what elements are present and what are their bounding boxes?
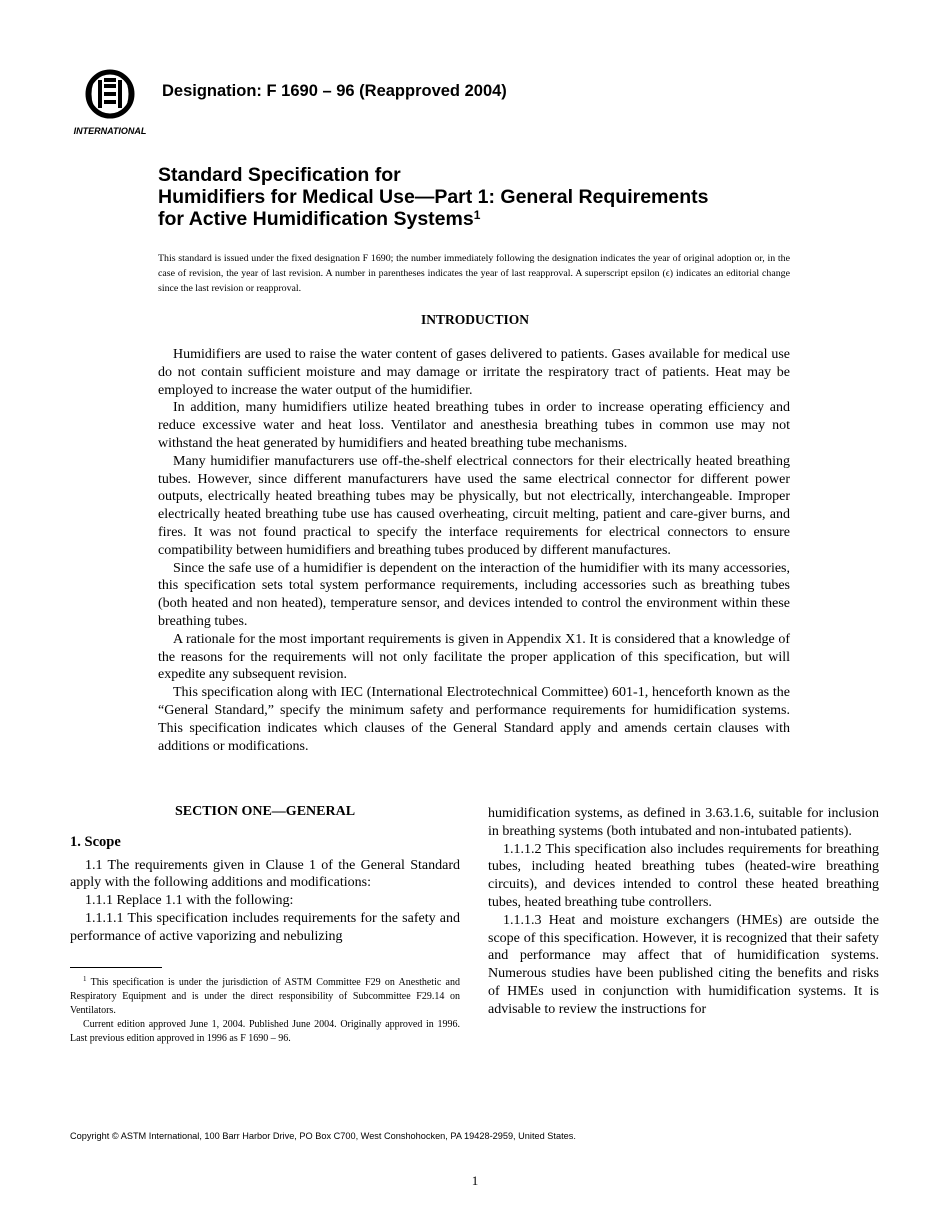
title-line-2: Humidifiers for Medical Use—Part 1: General Requirements [158, 186, 709, 208]
copyright: Copyright © ASTM International, 100 Barr Harbor Drive, PO Box C700, West Conshohocken, PA 19428-2959, United States. [70, 1131, 576, 1141]
section-heading: SECTION ONE—GENERAL [174, 804, 356, 819]
document-title [158, 164, 818, 230]
intro-paragraph: Many humidifier manufacturers use off-the-shelf electrical connectors for their electrically heated breathing tubes. However, since different manufacturers have used the same electrical connector for different power outputs, electrically heated breathing tubes may be physically, but not electrically, interchangeable. Improper electrically heated breathing tube use has caused overheating, circuit melting, patient and care-giver burns, and fires. It was not found practical to specify the interface requirements for electrical connectors to ensure compatibility between humidifiers and breathing tubes produced by different manufactures. [158, 453, 790, 558]
title-line-1: Standard Specification for [158, 164, 401, 186]
footnote-rule [70, 967, 162, 968]
intro-paragraph: Since the safe use of a humidifier is dependent on the interaction of the humidifier with its many accessories, this specification sets total system performance requirements, including accessories such as breathing tubes (both heated and non heated), temperature sensor, and devices intended to control the environment within these breathing tubes. [158, 560, 790, 629]
title-line-3-text: for Active Humidification Systems [158, 208, 474, 230]
intro-paragraph: Humidifiers are used to raise the water content of gases delivered to patients. Gases available for medical use do not contain sufficient moisture and may damage or irritate the respiratory tract of patients. Heat may be employed to increase the water output of the humidifier. [158, 347, 790, 398]
designation: Designation: F 1690 – 96 (Reapproved 2004) [162, 82, 507, 100]
footnote-1-text: This specification is under the jurisdiction of ASTM Committee F29 on Anesthetic and Respiratory Equipment and is under the direct responsibility of Subcommittee F29.14 on Ventilators. [70, 977, 460, 1016]
scope-paragraph: humidification systems, as defined in 3.63.1.6, suitable for inclusion in breathing systems (both intubated and non-intubated patients). [488, 806, 879, 839]
introduction-heading: INTRODUCTION [420, 312, 529, 327]
scope-paragraph: 1.1.1 Replace 1.1 with the following: [85, 893, 294, 909]
introduction-body [158, 346, 790, 755]
astm-logo [70, 66, 150, 138]
footnote-2: Current edition approved June 1, 2004. Published June 2004. Originally approved in 1996. Last previous edition approved in 1996 as F 1690 – 96. [70, 1019, 460, 1044]
scope-paragraph: 1.1.1.3 Heat and moisture exchangers (HMEs) are outside the scope of this specification. However, it is recognized that their safety and performance may affect that of humidification systems. Numerous studies have been published citing the benefits and risks of HMEs used in conjunction with humidification systems. It is advisable to review the instructions for [488, 912, 879, 1017]
scope-paragraph: 1.1.1.1 This specification includes requirements for the safety and performance of active vaporizing and nebulizing [70, 910, 460, 944]
scope-heading: 1. Scope [70, 833, 121, 850]
intro-paragraph: A rationale for the most important requirements is given in Appendix X1. It is considered that a knowledge of the reasons for the requirements will not only facilitate the proper application of this specification, but will expedite any subsequent revision. [158, 631, 790, 683]
left-column [70, 803, 460, 946]
astm-logo-mark [88, 72, 132, 116]
intro-paragraph: In addition, many humidifiers utilize heated breathing tubes in order to increase operating efficiency and reduce excessive water and heat loss. Ventilator and anesthesia breathing tubes in common use may not withstand the heat generated by humidifiers and heated breathing tube mechanisms. [158, 400, 790, 451]
footnotes [70, 976, 460, 1046]
title-line-3 [158, 208, 818, 230]
footnote-mark: 1 [83, 975, 87, 983]
logo-international-text: INTERNATIONAL [73, 126, 147, 136]
right-column [488, 805, 879, 1019]
scope-paragraph: 1.1.1.2 This specification also includes requirements for breathing tubes, including heated breathing tubes (heated-wire breathing circuits), and devices intended to control these heated breathing tubes, heated breathing tube controllers. [488, 841, 879, 910]
intro-paragraph: This specification along with IEC (International Electrotechnical Committee) 601-1, henceforth known as the “General Standard,” specify the minimum safety and performance requirements for humidification systems. This specification indicates which clauses of the General Standard apply and amends certain clauses with additions or modifications. [158, 685, 790, 754]
page-number: 1 [471, 1173, 479, 1188]
issued-note: This standard is issued under the fixed designation F 1690; the number immediately following the designation indicates the year of original adoption or, in the case of revision, the year of last revision. A number in parentheses indicates the year of last reapproval. A superscript epsilon (ϵ) indicates an editorial change since the last revision or reapproval. [158, 253, 790, 294]
title-footnote-mark: 1 [473, 208, 481, 222]
footnote-1 [70, 976, 460, 1018]
scope-paragraph: 1.1 The requirements given in Clause 1 of the General Standard apply with the following additions and modifications: [70, 857, 460, 891]
